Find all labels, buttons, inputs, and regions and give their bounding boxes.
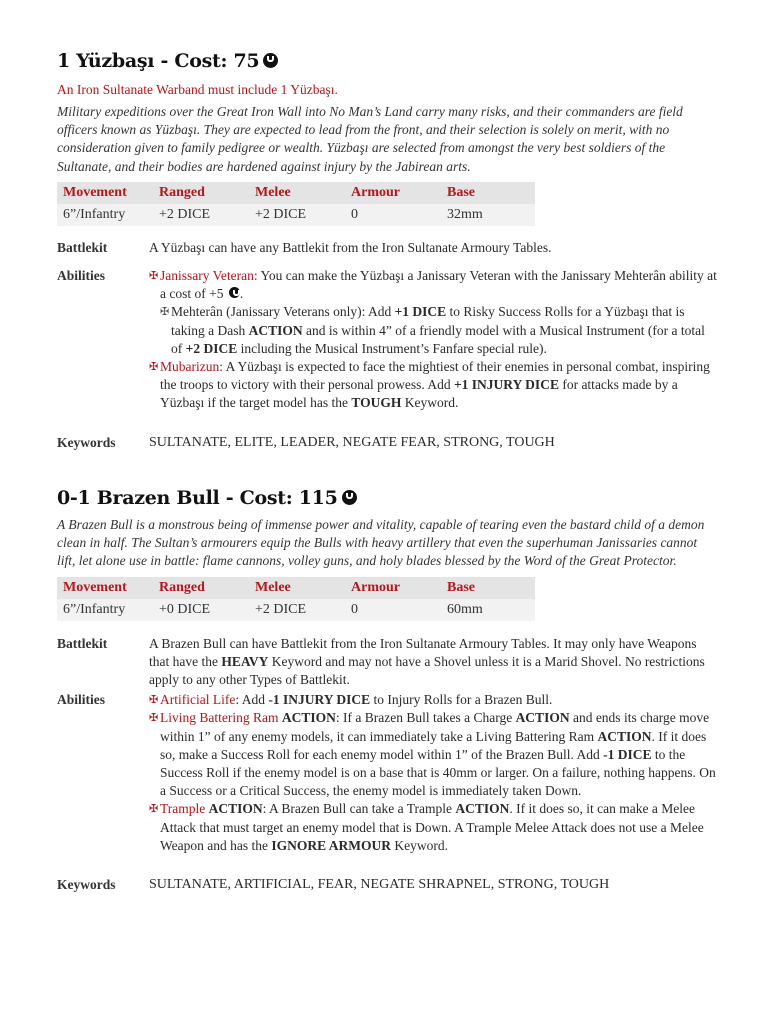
ducat-icon: [229, 287, 240, 298]
yuzbasi-flavor-text: Military expeditions over the Great Iron Wall into No Man’s Land carry many risks, and their commanders are field officers known as Yüzbaşı. They are expected to lead from the front, and their selection is solely on merit, with no consideration given to family pedigree or wealth. Yüzbaşı are selected from amongst the very best soldiers of the Sultanate, and their bodies are hardened against injury by the Jabirean arts.: [57, 104, 683, 174]
cross-bullet-icon: ✠: [149, 270, 159, 283]
ability-bold: -1 INJURY DICE: [268, 692, 371, 708]
ability-janissary-veteran: [149, 267, 717, 303]
ability-bold: +1 INJURY DICE: [453, 377, 559, 393]
ability-trample: [149, 800, 717, 855]
keywords-text: SULTANATE, ARTIFICIAL, FEAR, NEGATE SHRAPNEL, STRONG, TOUGH: [149, 877, 610, 893]
brazen-bull-keywords-row: [57, 876, 717, 894]
ability-name: Living Battering Ram: [160, 710, 279, 726]
ability-bold: ACTION: [597, 728, 652, 744]
brazen-bull-flavor-text: A Brazen Bull is a monstrous being of immense power and vitality, capable of tearing even the bastard child of a demon clean in half. The Sultan’s armourers equip the Bulls with heavy artillery that even the superhuman Janissaries cannot lift, let alone use in battle: flame cannons, volley guns, and holy blades blessed by the Word of the Great Protector.: [57, 517, 705, 569]
ability-text: . If it does so, it can make a Melee Attack that must target an enemy model that is Down. A Trample Melee Attack does not use a Melee Weapon and has the: [160, 801, 704, 853]
yuzbasi-abilities-row: [57, 267, 717, 413]
ability-text: and ends its charge move within 1” of any enemy models, it can immediately take a Living Battering Ram: [160, 710, 710, 744]
ability-name: Artificial Life: [160, 692, 236, 708]
stat-armour: 0: [345, 599, 441, 621]
abilities-label: Abilities: [57, 692, 106, 708]
yuzbasi-requirement: An Iron Sultanate Warband must include 1 Yüzbaşı.: [57, 82, 338, 97]
ability-text: : If a Brazen Bull takes a Charge: [335, 710, 516, 726]
stat-movement: 6”/Infantry: [57, 599, 153, 621]
yuzbasi-keywords-row: [57, 434, 717, 452]
stat-melee: +2 DICE: [249, 204, 345, 226]
stat-melee: +2 DICE: [249, 599, 345, 621]
ability-bold: +1 DICE: [394, 304, 447, 320]
ducat-icon: [342, 490, 357, 505]
ability-bold: -1 DICE: [603, 746, 652, 762]
ability-bold: ACTION: [281, 710, 336, 726]
yuzbasi-title: [57, 50, 717, 72]
brazen-bull-battlekit-row: [57, 635, 717, 690]
ability-text: Keyword.: [401, 395, 459, 411]
battlekit-label: Battlekit: [57, 239, 108, 255]
ability-living-battering-ram: [149, 709, 717, 800]
stat-ranged: +0 DICE: [153, 599, 249, 621]
ability-bold: ACTION: [455, 801, 510, 817]
ducat-icon: [263, 53, 278, 68]
yuzbasi-section: [57, 50, 717, 452]
ability-text: for attacks made by a Yüzbaşı if the target model has the: [160, 377, 678, 411]
battlekit-label: Battlekit: [57, 635, 108, 651]
yuzbasi-battlekit-row: [57, 239, 717, 257]
header-base: Base: [441, 577, 535, 599]
ability-text: You can make the Yüzbaşı a Janissary Veteran with the Janissary Mehterân ability at a cost of +5: [160, 268, 717, 302]
keywords-text: SULTANATE, ELITE, LEADER, NEGATE FEAR, STRONG, TOUGH: [149, 434, 555, 450]
ability-bold: IGNORE ARMOUR: [271, 837, 392, 853]
ability-artificial-life: [149, 691, 717, 709]
header-melee: Melee: [249, 577, 345, 599]
abilities-label: Abilities: [57, 268, 106, 284]
stats-header-row: [57, 182, 535, 204]
header-melee: Melee: [249, 182, 345, 204]
header-ranged: Ranged: [153, 182, 249, 204]
brazen-bull-abilities-row: [57, 691, 717, 855]
ability-bold: ACTION: [248, 322, 303, 338]
ability-bold: +2 DICE: [185, 340, 238, 356]
ability-name: Mubarizun:: [160, 359, 223, 375]
ability-bold: ACTION: [208, 801, 263, 817]
ability-text: and is within 4” of a friendly model with a Musical Instrument (for a total of: [171, 322, 705, 356]
battlekit-bold: HEAVY: [221, 653, 269, 669]
brazen-bull-stats-table: [57, 577, 535, 621]
ability-text: : Add: [235, 692, 269, 708]
battlekit-text-part: A Brazen Bull can have Battlekit from the Iron Sultanate Armoury Tables. It may only have Weapons that have the: [149, 635, 697, 669]
keywords-label: Keywords: [57, 877, 116, 893]
cross-bullet-icon: ✠: [149, 694, 159, 707]
ability-text: to the Success Roll if the enemy model is on a base that is 40mm or larger. On a failure, nothing happens. On a Success or a Critical Success, the enemy model is immediately taken Down.: [160, 746, 716, 799]
ability-name: Janissary Veteran:: [160, 268, 258, 284]
stat-movement: 6”/Infantry: [57, 204, 153, 226]
sub-bullet-icon: ✠: [160, 306, 170, 319]
ability-text-end: .: [239, 286, 244, 302]
ability-text: . If it does so, make a Success Roll for each enemy model within 1” of the Brazen Bull. Add: [160, 728, 707, 762]
yuzbasi-stats-table: [57, 182, 535, 226]
stats-value-row: [57, 204, 535, 226]
stat-armour: 0: [345, 204, 441, 226]
abilities-list: [149, 691, 717, 855]
ability-text: to Risky Success Rolls for a Yüzbaşı that is taking a Dash: [171, 304, 685, 338]
brazen-bull-section: [57, 487, 717, 894]
header-ranged: Ranged: [153, 577, 249, 599]
ability-text: A Yüzbaşı is expected to face the mightiest of their enemies in personal combat, inspiring the troops to victory with their personal prowess. Add: [160, 359, 710, 393]
battlekit-text: [149, 635, 717, 690]
ability-text: Keyword.: [391, 837, 449, 853]
header-movement: Movement: [57, 182, 153, 204]
keywords-label: Keywords: [57, 434, 116, 450]
header-armour: Armour: [345, 577, 441, 599]
brazen-bull-title-text: 0-1 Brazen Bull - Cost: 115: [57, 487, 338, 509]
abilities-list: [149, 267, 717, 413]
ability-bold: TOUGH: [351, 395, 402, 411]
yuzbasi-title-text: 1 Yüzbaşı - Cost: 75: [57, 50, 260, 72]
stat-ranged: +2 DICE: [153, 204, 249, 226]
ability-bold: ACTION: [515, 710, 570, 726]
cross-bullet-icon: ✠: [149, 361, 159, 374]
brazen-bull-title: [57, 487, 717, 509]
stats-header-row: [57, 577, 535, 599]
stats-value-row: [57, 599, 535, 621]
ability-text: to Injury Rolls for a Brazen Bull.: [370, 692, 553, 708]
header-movement: Movement: [57, 577, 153, 599]
stat-base: 60mm: [441, 599, 535, 621]
ability-text: : A Brazen Bull can take a Trample: [262, 801, 456, 817]
ability-text: including the Musical Instrument’s Fanfare special rule).: [237, 340, 547, 356]
battlekit-text: A Yüzbaşı can have any Battlekit from the Iron Sultanate Armoury Tables.: [149, 239, 552, 255]
ability-mubarizun: [149, 358, 717, 413]
cross-bullet-icon: ✠: [149, 712, 159, 725]
ability-name: Trample: [160, 801, 206, 817]
cross-bullet-icon: ✠: [149, 803, 159, 816]
ability-text: Mehterân (Janissary Veterans only): Add: [171, 304, 395, 320]
ability-mehteran: [149, 303, 717, 358]
header-base: Base: [441, 182, 535, 204]
battlekit-text-part: Keyword and may not have a Shovel unless it is a Marid Shovel. No restrictions apply to any other Types of Battlekit.: [149, 653, 705, 688]
stat-base: 32mm: [441, 204, 535, 226]
header-armour: Armour: [345, 182, 441, 204]
